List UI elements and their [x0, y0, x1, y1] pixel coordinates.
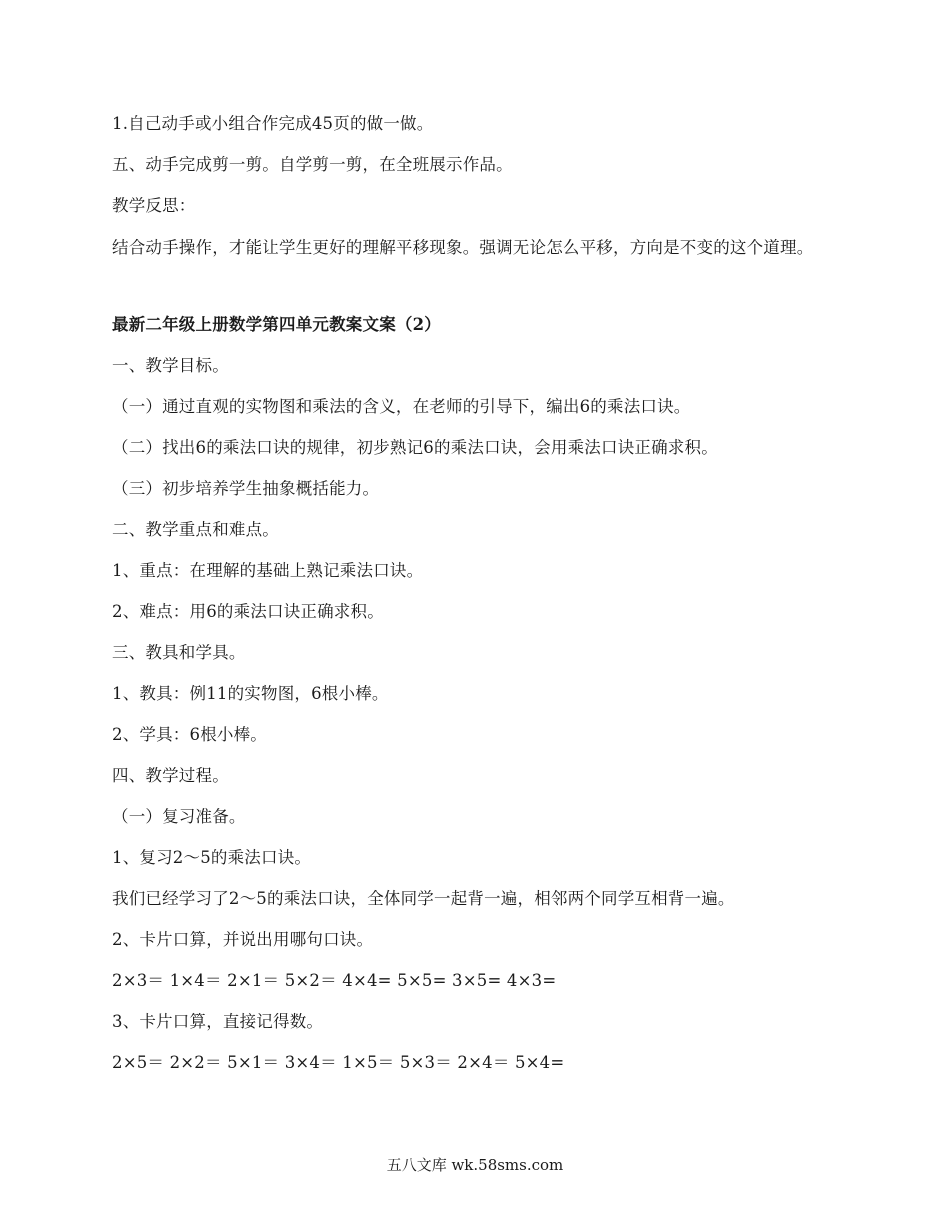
- paragraph-3: 教学反思：: [112, 196, 196, 215]
- body-paragraph: 一、教学目标。: [112, 356, 229, 375]
- body-paragraph: 三、教具和学具。: [112, 643, 246, 662]
- body-paragraph: 2、学具：6根小棒。: [112, 725, 267, 744]
- body-paragraph: 我们已经学习了2～5的乘法口诀，全体同学一起背一遍，相邻两个同学互相背一遍。: [112, 889, 735, 908]
- body-paragraph: 2、卡片口算，并说出用哪句口诀。: [112, 930, 374, 949]
- body-paragraph: （二）找出6的乘法口诀的规律，初步熟记6的乘法口诀，会用乘法口诀正确求积。: [112, 438, 718, 457]
- body-paragraph: 四、教学过程。: [112, 766, 229, 785]
- paragraph-4: 结合动手操作，才能让学生更好的理解平移现象。强调无论怎么平移，方向是不变的这个道理。: [112, 238, 814, 257]
- equation-line: 2×5＝ 2×2＝ 5×1＝ 3×4＝ 1×5＝ 5×3＝ 2×4＝ 5×4=: [112, 1053, 565, 1072]
- footer-watermark: 五八文库 wk.58sms.com: [386, 1156, 564, 1174]
- body-paragraph: 2、难点：用6的乘法口诀正确求积。: [112, 602, 384, 621]
- body-paragraph: （三）初步培养学生抽象概括能力。: [112, 479, 380, 498]
- body-paragraph: 3、卡片口算，直接记得数。: [112, 1012, 324, 1031]
- section-heading: 最新二年级上册数学第四单元教案文案（2）: [112, 315, 441, 334]
- body-paragraph: （一）复习准备。: [112, 807, 246, 826]
- body-paragraph: 二、教学重点和难点。: [112, 520, 279, 539]
- body-paragraph: （一）通过直观的实物图和乘法的含义，在老师的引导下，编出6的乘法口诀。: [112, 397, 691, 416]
- body-paragraph: 1、复习2～5的乘法口诀。: [112, 848, 312, 867]
- paragraph-2: 五、动手完成剪一剪。自学剪一剪，在全班展示作品。: [112, 155, 513, 174]
- document-page: [112, 112, 842, 1092]
- body-paragraph: 1、重点：在理解的基础上熟记乘法口诀。: [112, 561, 424, 580]
- paragraph-1: 1.自己动手或小组合作完成45页的做一做。: [112, 114, 434, 133]
- body-paragraph: 1、教具：例11的实物图，6根小棒。: [112, 684, 389, 703]
- equation-line: 2×3＝ 1×4＝ 2×1＝ 5×2＝ 4×4= 5×5= 3×5= 4×3=: [112, 971, 557, 990]
